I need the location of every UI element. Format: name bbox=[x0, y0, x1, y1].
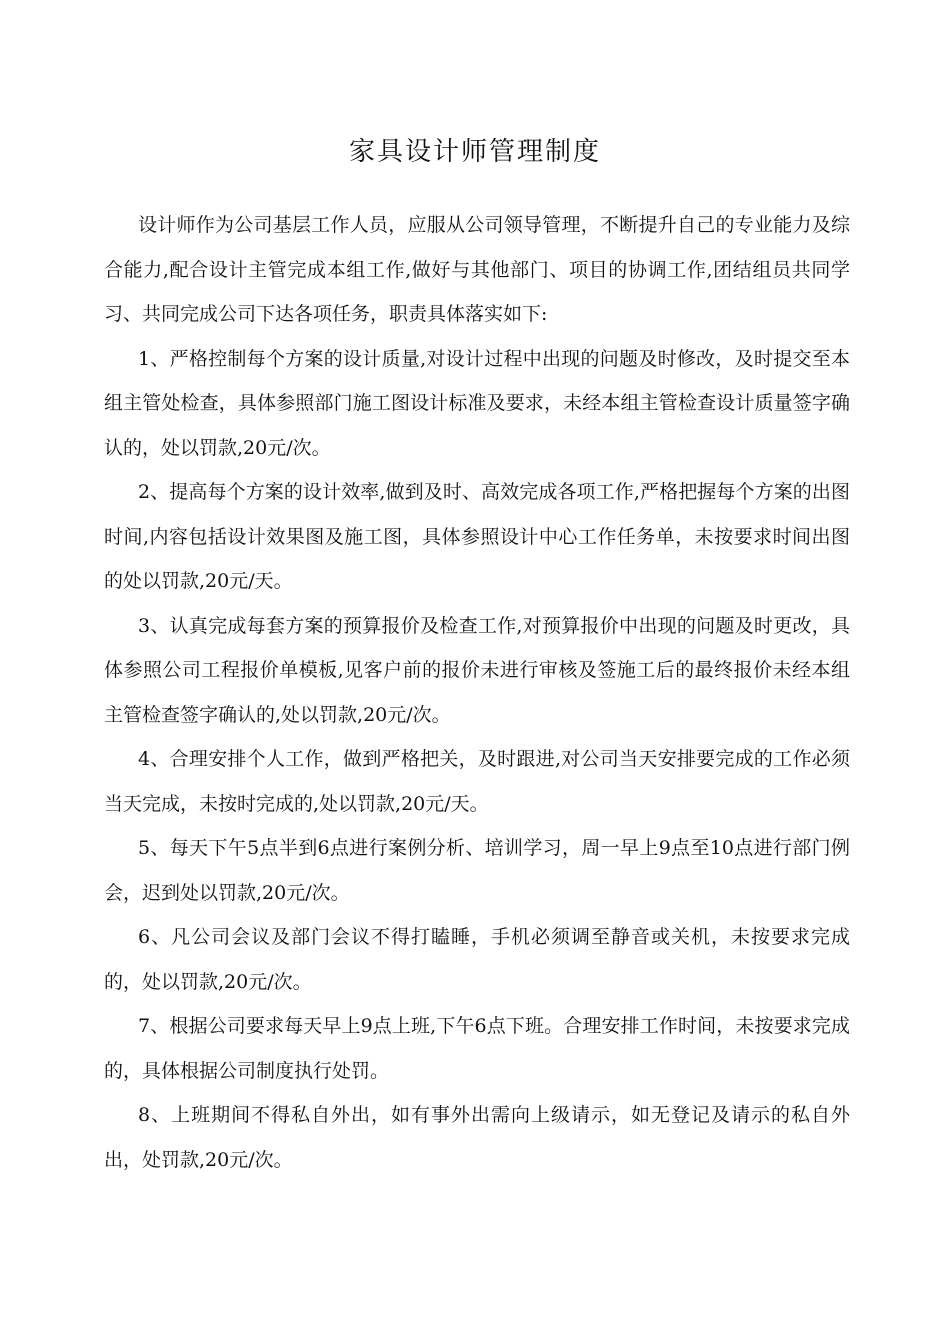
paragraph-rule-2: 2、提高每个方案的设计效率,做到及时、高效完成各项工作,严格把握每个方案的出图时间,内容包括设计效果图及施工图，具体参照设计中心工作任务单，未按要求时间出图的处以罚款,20元/天。 bbox=[104, 481, 850, 592]
paragraph-rule-8: 8、上班期间不得私自外出，如有事外出需向上级请示，如无登记及请示的私自外出，处罚款,20元/次。 bbox=[104, 1104, 850, 1171]
document-title: 家具设计师管理制度 bbox=[348, 137, 601, 167]
paragraph-intro: 设计师作为公司基层工作人员，应服从公司领导管理，不断提升自己的专业能力及综合能力,配合设计主管完成本组工作,做好与其他部门、项目的协调工作,团结组员共同学习、共同完成公司下达各项任务，职责具体落实如下: bbox=[104, 214, 850, 325]
paragraph-rule-4: 4、合理安排个人工作，做到严格把关，及时跟进,对公司当天安排要完成的工作必须当天完成，未按时完成的,处以罚款,20元/天。 bbox=[104, 748, 850, 815]
document-body bbox=[104, 203, 850, 1182]
paragraph-rule-6: 6、凡公司会议及部门会议不得打瞌睡，手机必须调至静音或关机，未按要求完成的，处以罚款,20元/次。 bbox=[104, 926, 850, 993]
paragraph-rule-5: 5、每天下午5点半到6点进行案例分析、培训学习，周一早上9点至10点进行部门例会，迟到处以罚款,20元/次。 bbox=[104, 837, 850, 904]
paragraph-rule-1: 1、严格控制每个方案的设计质量,对设计过程中出现的问题及时修改，及时提交至本组主管处检查，具体参照部门施工图设计标准及要求，未经本组主管检查设计质量签字确认的，处以罚款,20元/次。 bbox=[104, 347, 850, 459]
paragraph-rule-7: 7、根据公司要求每天早上9点上班,下午6点下班。合理安排工作时间，未按要求完成的，具体根据公司制度执行处罚。 bbox=[104, 1015, 850, 1082]
paragraph-rule-3: 3、认真完成每套方案的预算报价及检查工作,对预算报价中出现的问题及时更改，具体参照公司工程报价单模板,见客户前的报价未进行审核及签施工后的最终报价未经本组主管检查签字确认的,处以罚款,20元/次。 bbox=[104, 614, 850, 726]
